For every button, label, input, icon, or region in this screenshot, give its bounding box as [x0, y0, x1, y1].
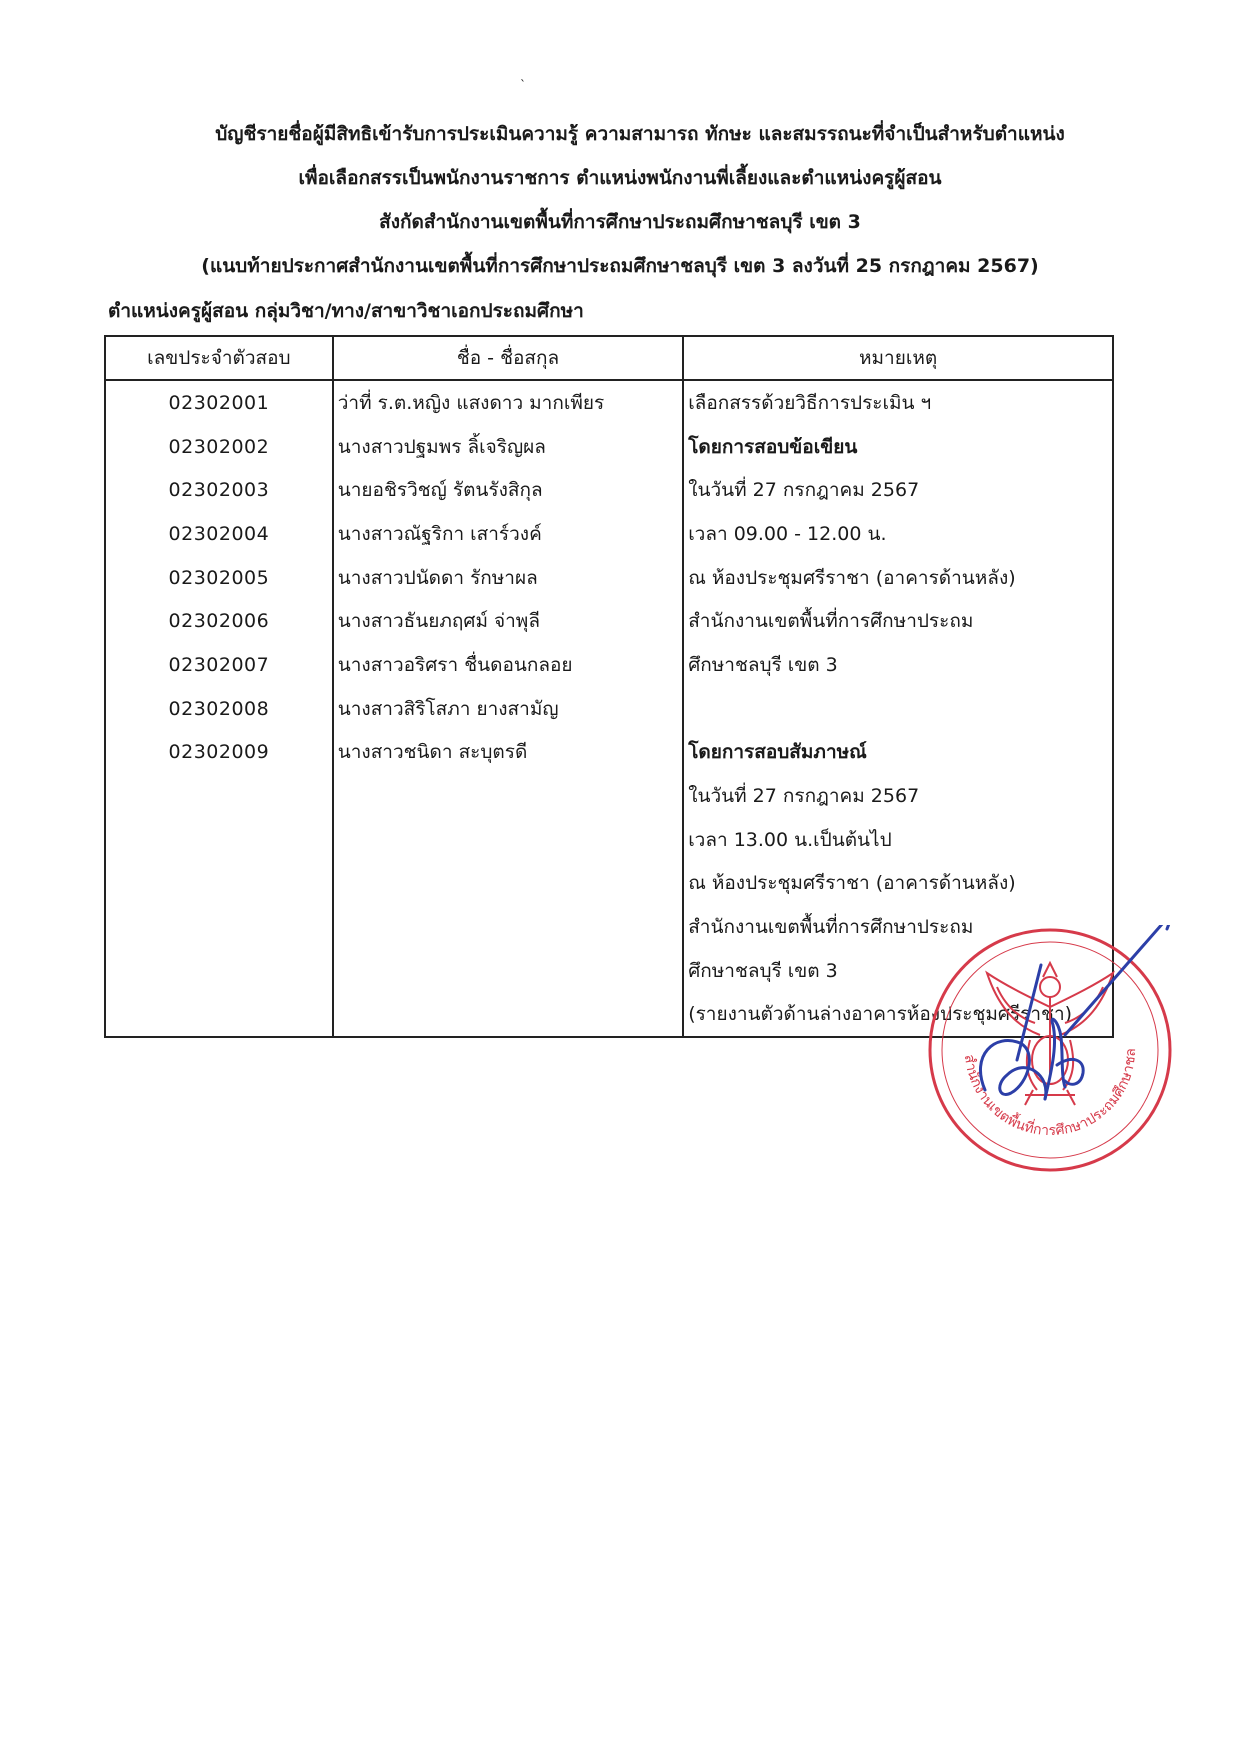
table-row — [105, 643, 1113, 687]
exam-id-cell — [105, 949, 333, 993]
document-header — [0, 112, 1240, 288]
table-row — [105, 687, 1113, 731]
seal-text: สำนักงานเขตพื้นที่การศึกษาประถมศึกษาชล — [960, 1047, 1140, 1140]
name-cell — [333, 993, 683, 1038]
exam-id-cell: 02302008 — [105, 687, 333, 731]
exam-id-cell: 02302009 — [105, 731, 333, 775]
name-cell: นางสาวอริศรา ชื่นดอนกลอย — [333, 643, 683, 687]
exam-id-cell: 02302003 — [105, 468, 333, 512]
garuda-emblem — [987, 963, 1113, 1105]
exam-id-cell: 02302002 — [105, 425, 333, 469]
header-line-1: บัญชีรายชื่อผู้มีสิทธิเข้ารับการประเมินความรู้ ความสามารถ ทักษะ และสมรรถนะที่จำเป็นสำหรับตำแหน่ง — [215, 123, 1065, 145]
header-remarks: หมายเหตุ — [683, 336, 1113, 380]
header-line-4: (แนบท้ายประกาศสำนักงานเขตพื้นที่การศึกษาประถมศึกษาชลบุรี เขต 3 ลงวันที่ 25 กรกฎาคม 2567) — [201, 255, 1039, 277]
remark-cell: ศึกษาชลบุรี เขต 3 — [683, 643, 1113, 687]
table-row — [105, 512, 1113, 556]
remark-cell: เวลา 13.00 น.เป็นต้นไป — [683, 818, 1113, 862]
name-cell — [333, 818, 683, 862]
remark-cell: (รายงานตัวด้านล่างอาคารห้องประชุมศรีราชา) — [683, 993, 1113, 1038]
remark-cell: เวลา 09.00 - 12.00 น. — [683, 512, 1113, 556]
table-row — [105, 468, 1113, 512]
remark-cell: สำนักงานเขตพื้นที่การศึกษาประถม — [683, 905, 1113, 949]
stray-mark: ` — [520, 78, 526, 92]
table-header-row — [105, 336, 1113, 380]
table-row — [105, 818, 1113, 862]
exam-id-cell: 02302004 — [105, 512, 333, 556]
name-cell: นางสาวปฐมพร ลิ้เจริญผล — [333, 425, 683, 469]
remark-cell: สำนักงานเขตพื้นที่การศึกษาประถม — [683, 599, 1113, 643]
remark-cell: เลือกสรรด้วยวิธีการประเมิน ฯ — [683, 380, 1113, 425]
exam-id-cell — [105, 993, 333, 1038]
table-row — [105, 556, 1113, 600]
table-row — [105, 380, 1113, 425]
table-row — [105, 599, 1113, 643]
exam-id-cell — [105, 905, 333, 949]
exam-id-cell: 02302006 — [105, 599, 333, 643]
official-seal-graphic — [925, 925, 1175, 1175]
table-row — [105, 425, 1113, 469]
name-cell — [333, 949, 683, 993]
exam-id-cell — [105, 774, 333, 818]
name-cell: นางสาวชนิดา สะบุตรดี — [333, 731, 683, 775]
remark-cell: ณ ห้องประชุมศรีราชา (อาคารด้านหลัง) — [683, 556, 1113, 600]
table-row — [105, 862, 1113, 906]
exam-id-cell: 02302001 — [105, 380, 333, 425]
name-cell: นายอชิรวิชญ์ รัตนรังสิกุล — [333, 468, 683, 512]
remark-cell: ในวันที่ 27 กรกฎาคม 2567 — [683, 774, 1113, 818]
exam-id-cell — [105, 818, 333, 862]
name-cell: นางสาวสิริโสภา ยางสามัญ — [333, 687, 683, 731]
official-seal — [925, 925, 1175, 1175]
remark-cell — [683, 687, 1113, 731]
remark-cell: โดยการสอบสัมภาษณ์ — [683, 731, 1113, 775]
section-title: ตำแหน่งครูผู้สอน กลุ่มวิชา/ทาง/สาขาวิชาเอกประถมศึกษา — [108, 300, 584, 322]
name-cell: นางสาวณัฐริกา เสาร์วงค์ — [333, 512, 683, 556]
header-full-name: ชื่อ - ชื่อสกุล — [333, 336, 683, 380]
remark-cell: โดยการสอบข้อเขียน — [683, 425, 1113, 469]
table-row — [105, 774, 1113, 818]
exam-id-cell: 02302007 — [105, 643, 333, 687]
name-cell: ว่าที่ ร.ต.หญิง แสงดาว มากเพียร — [333, 380, 683, 425]
table-row — [105, 731, 1113, 775]
exam-id-cell: 02302005 — [105, 556, 333, 600]
name-cell: นางสาวปนัดดา รักษาผล — [333, 556, 683, 600]
remark-cell: ในวันที่ 27 กรกฎาคม 2567 — [683, 468, 1113, 512]
exam-id-cell — [105, 862, 333, 906]
remark-cell: ณ ห้องประชุมศรีราชา (อาคารด้านหลัง) — [683, 862, 1113, 906]
header-line-3: สังกัดสำนักงานเขตพื้นที่การศึกษาประถมศึกษาชลบุรี เขต 3 — [379, 211, 861, 233]
remark-cell: ศึกษาชลบุรี เขต 3 — [683, 949, 1113, 993]
signature-mark — [980, 925, 1173, 1099]
name-cell — [333, 862, 683, 906]
name-cell — [333, 774, 683, 818]
name-cell: นางสาวธันยภฤศม์ จ่าพุลี — [333, 599, 683, 643]
header-line-2: เพื่อเลือกสรรเป็นพนักงานราชการ ตำแหน่งพนักงานพี่เลี้ยงและตำแหน่งครูผู้สอน — [298, 167, 942, 189]
header-exam-id: เลขประจำตัวสอบ — [105, 336, 333, 380]
name-cell — [333, 905, 683, 949]
